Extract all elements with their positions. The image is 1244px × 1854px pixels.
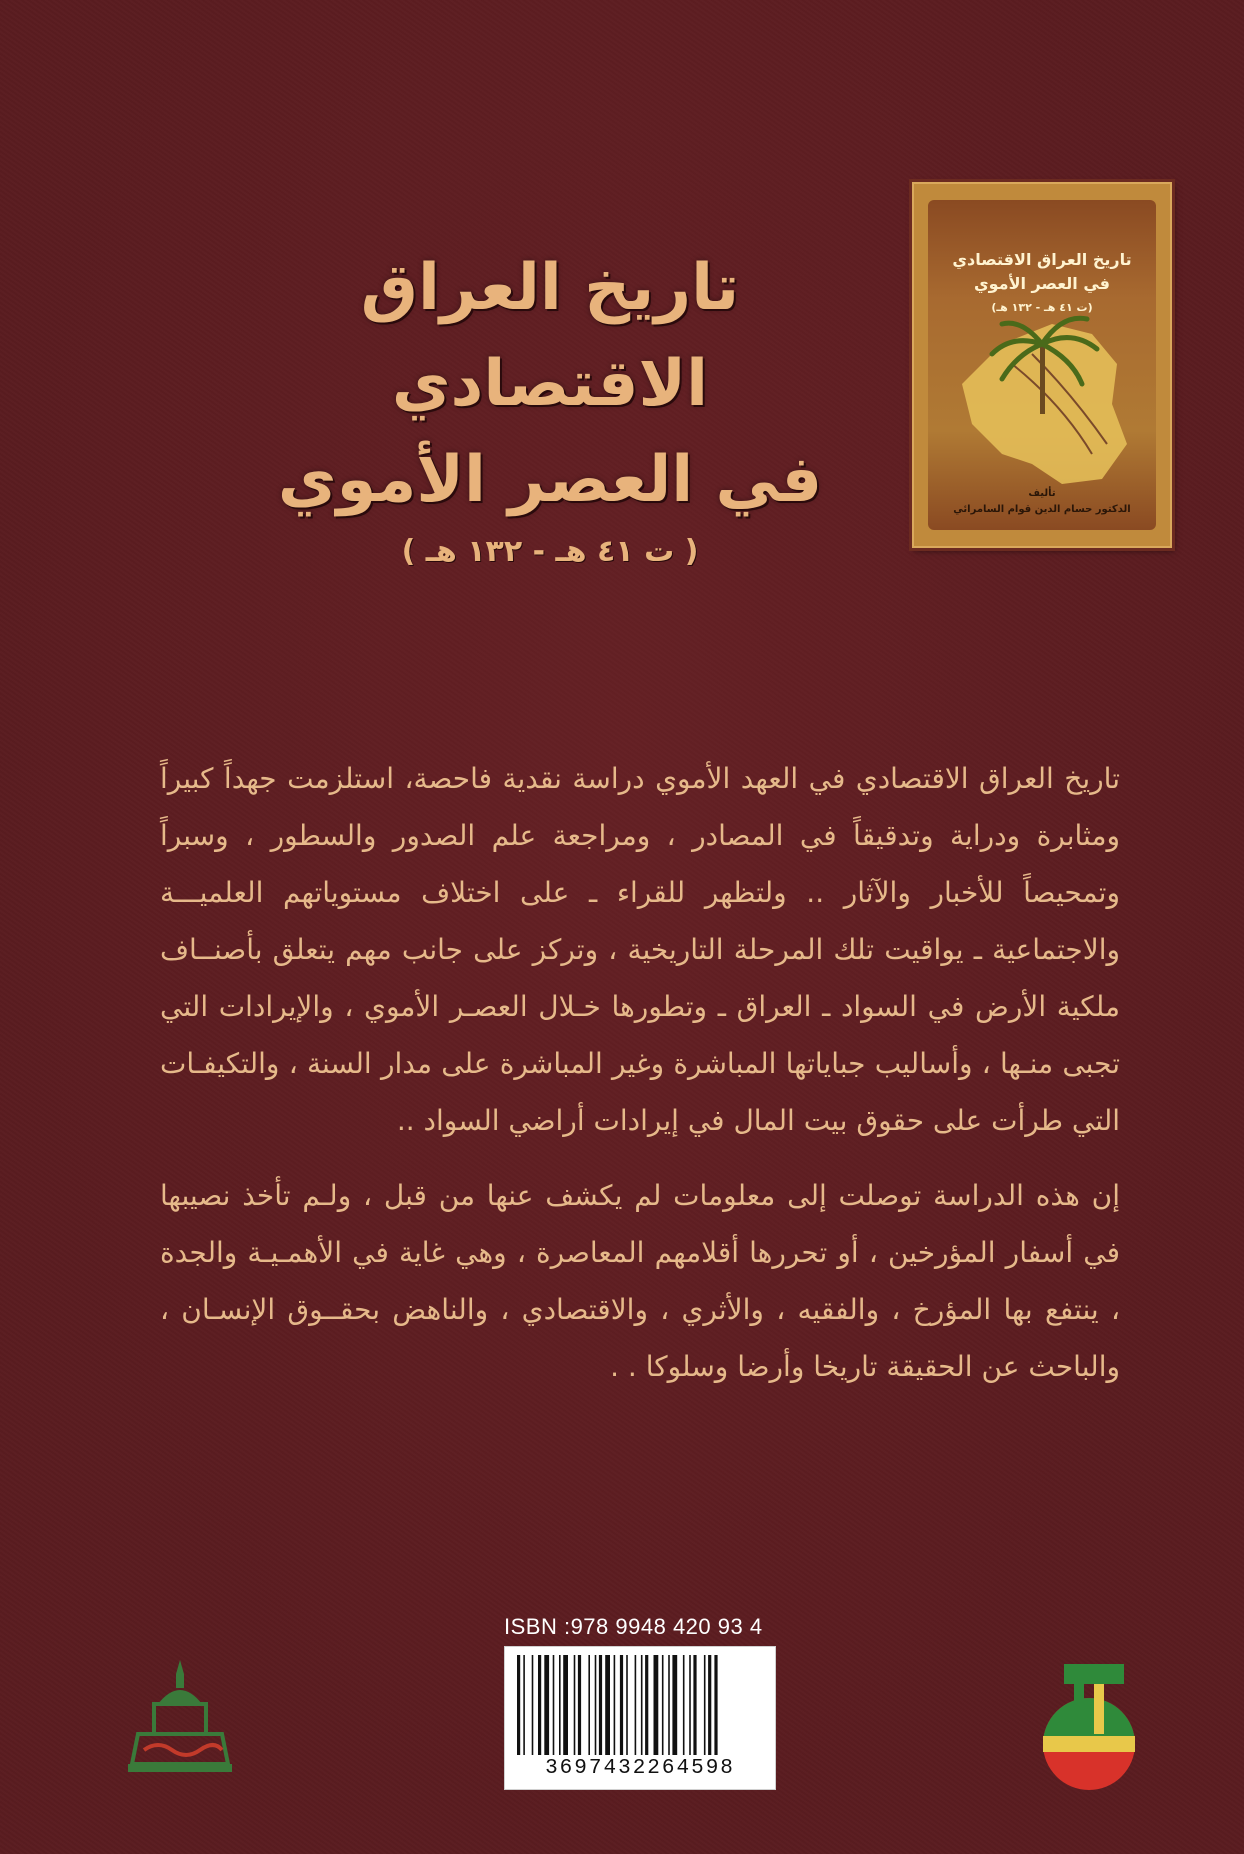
thumbnail-title-line2: في العصر الأموي (973, 274, 1111, 293)
iraq-map-palm-icon (942, 304, 1142, 494)
front-cover-thumbnail (912, 182, 1172, 548)
dar-al-qalam-logo-icon (118, 1654, 242, 1780)
thumbnail-title-line1: تاريخ العراق الاقتصادي (952, 250, 1132, 269)
isbn-label: ISBN :978 9948 420 93 4 (504, 1614, 763, 1639)
thumbnail-by-label: تأليف (1028, 488, 1056, 499)
blurb-text (160, 750, 1120, 1413)
dar-arabic-logo-icon (1034, 1654, 1144, 1794)
book-title-line2: في العصر الأموي (277, 443, 823, 517)
blurb-paragraph-1: تاريخ العراق الاقتصادي في العهد الأموي دراسة نقدية فاحصة، استلزمت جهداً كبيراً ومثابرة ودراية وتدقيقاً في المصادر ، ومراجعة علم الصدور والسطور ، وسبراً وتمحيصاً للأخبار والآثار .. ولتظهر للقراء ـ على اختلاف مستوياتهم العلميـــة والاجتماعية ـ يواقيت تلك المرحلة التاريخية ، وتركز على جانب مهم يتعلق بأصنــاف ملكية الأرض في السواد ـ العراق ـ وتطورها خـلال العصـر الأموي ، والإيرادات التي تجبى منـها ، وأساليب جباياتها المباشرة وغير المباشرة على مدار السنة ، والتكيفـات التي طرأت على حقوق بيت المال في إيرادات أراضي السواد .. (160, 762, 1120, 1137)
book-title-date: ( ت ٤١ هـ - ١٣٢ هـ ) (401, 534, 699, 569)
thumbnail-title-date: (ت ٤١ هـ - ١٣٢ هـ) (991, 301, 1093, 314)
barcode (504, 1646, 776, 1790)
barcode-bars-icon (515, 1655, 765, 1759)
book-title-line1: تاريخ العراق الاقتصادي (360, 251, 740, 421)
blurb-paragraph-2: إن هذه الدراسة توصلت إلى معلومات لم يكشف عنها من قبل ، ولـم تأخذ نصيبها في أسفار المؤرخين ، أو تحررها أقلامهم المعاصرة ، وهي غاية في الأهمـيـة والجدة ، ينتفع بها المؤرخ ، والفقيه ، والأثري ، والاقتصادي ، والناهض بحقــوق الإنسـان ، والباحث عن الحقيقة تاريخا وأرضا وسلوكا . . (160, 1179, 1120, 1383)
thumbnail-author: الدكتور حسام الدين قوام السامرائي (953, 504, 1131, 515)
barcode-digits: 3697432264598 (545, 1757, 735, 1780)
book-title-block (250, 240, 850, 569)
